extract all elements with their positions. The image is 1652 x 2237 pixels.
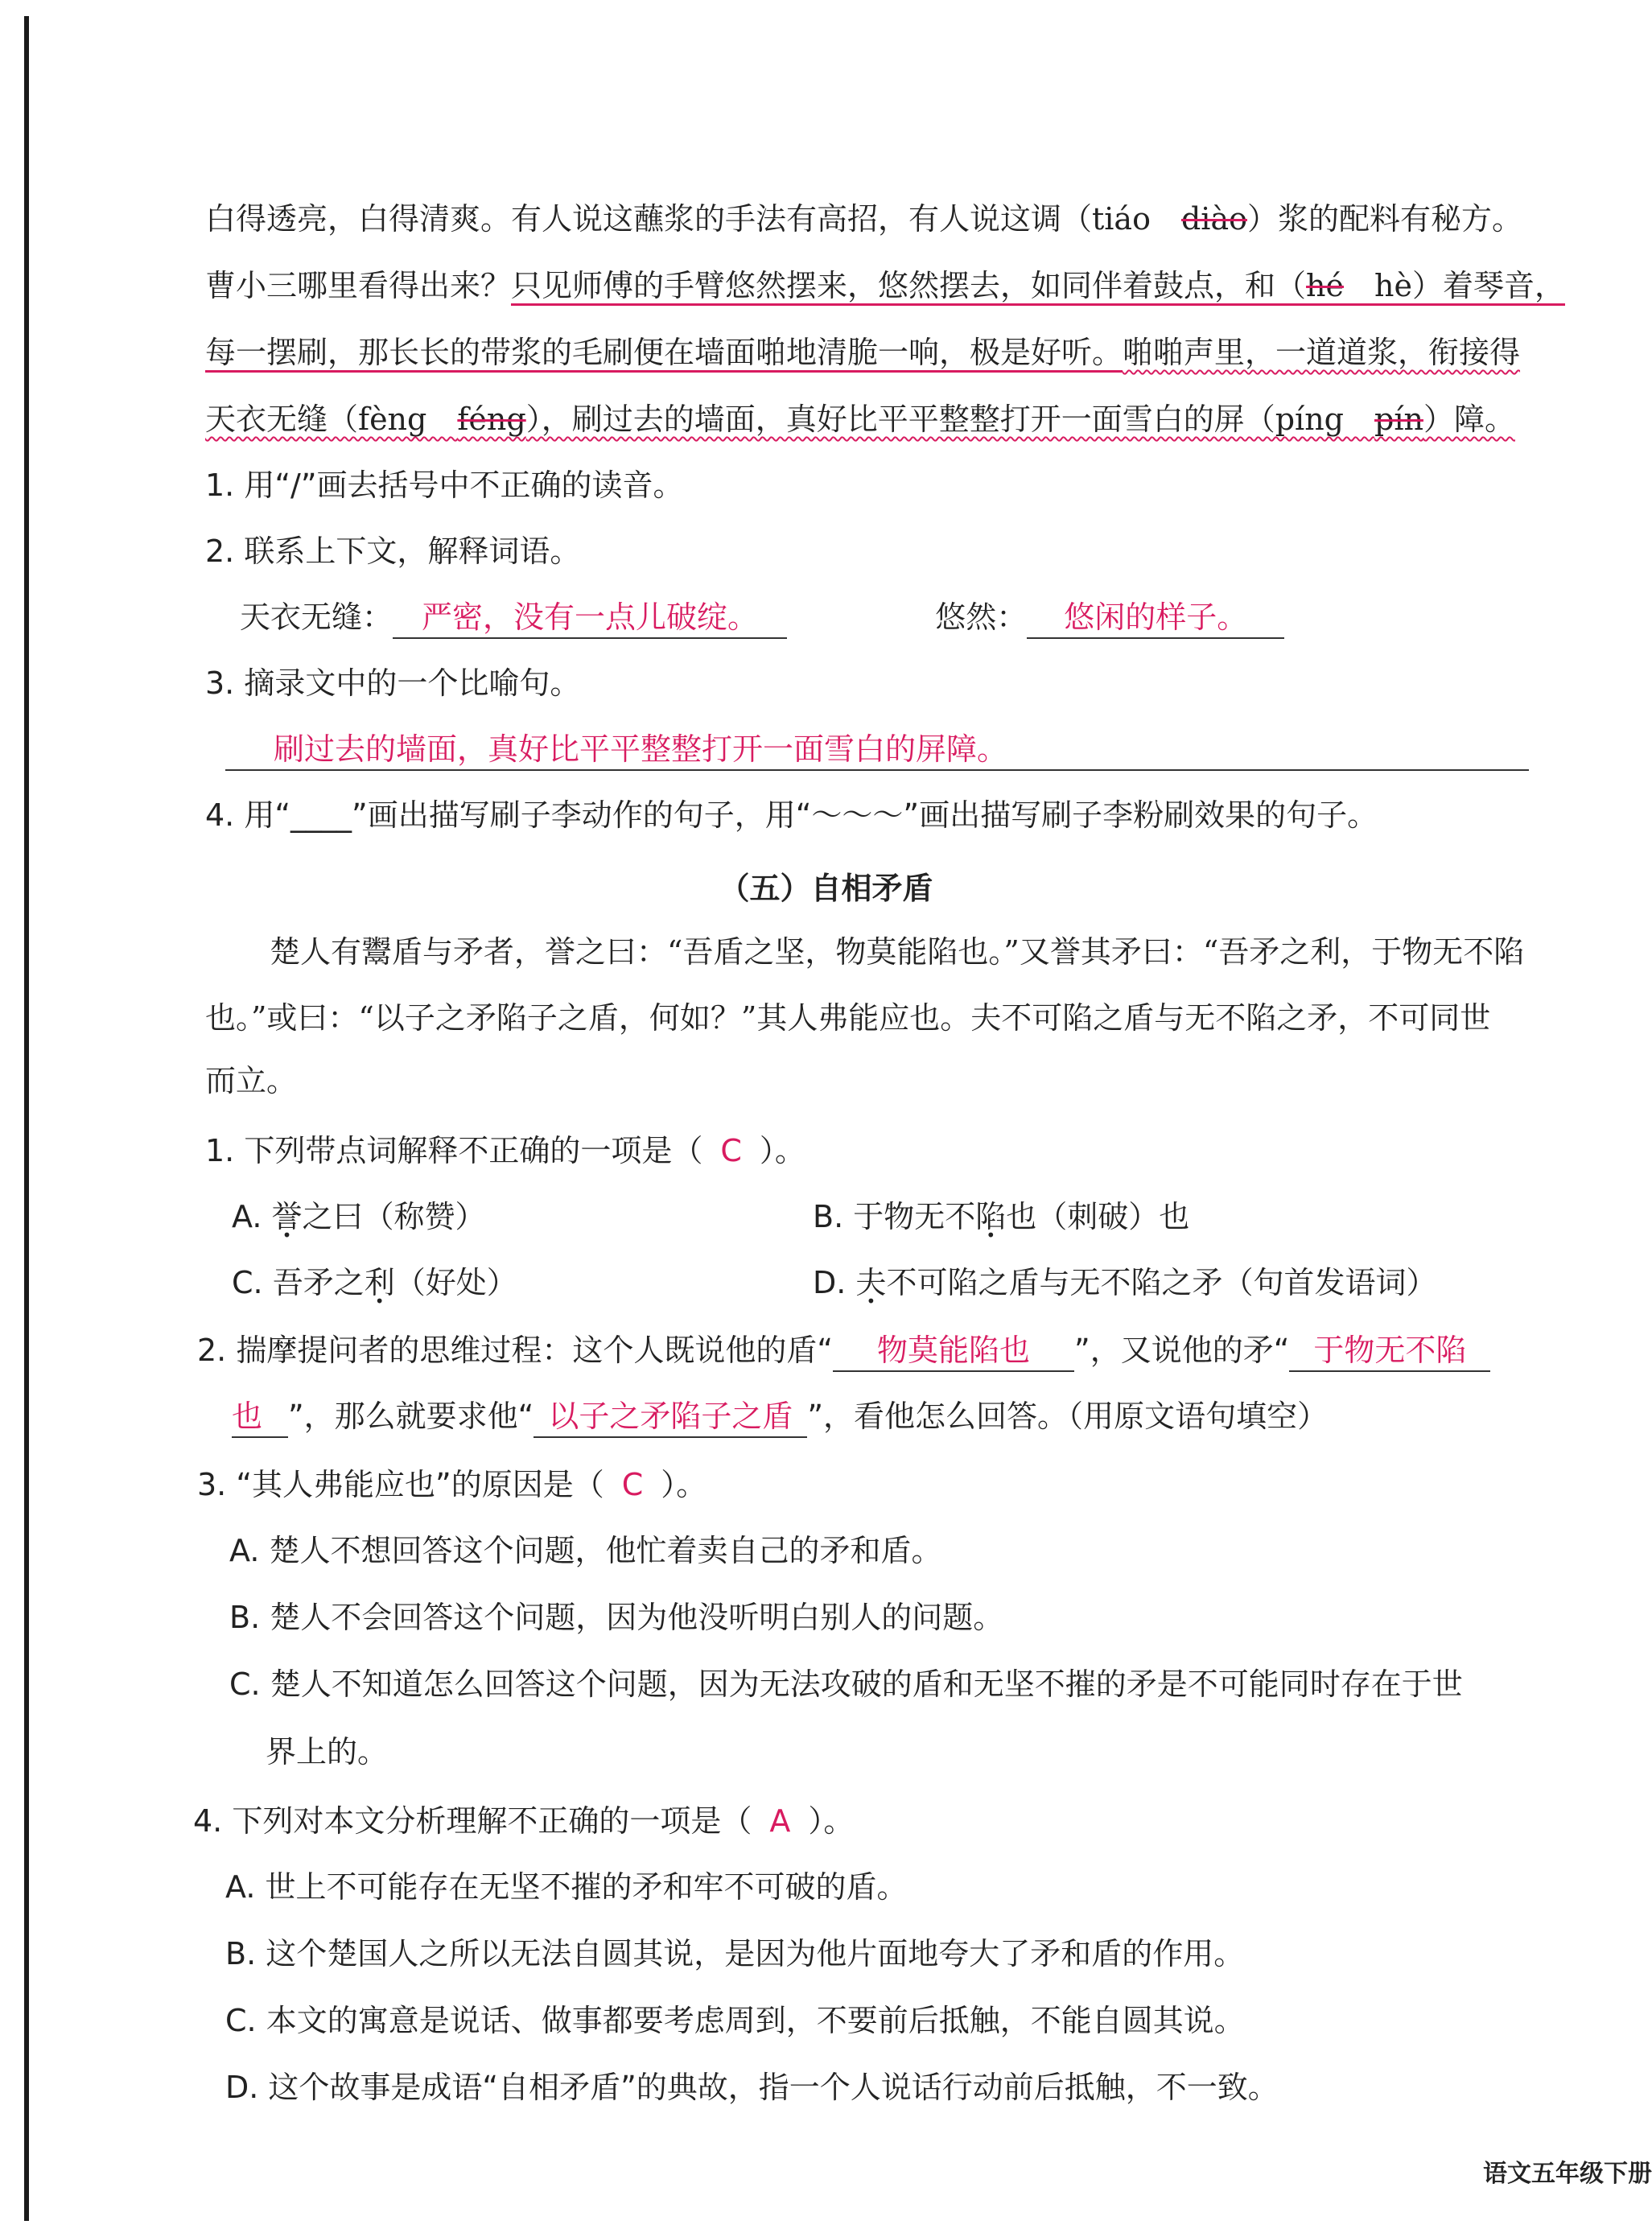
passage-text: 曹小三哪里看得出来？ [205, 268, 512, 303]
passage-text: ），刷过去的墙面，真好比平平整整打开一面雪白的屏（píng [525, 402, 1374, 437]
answer-blank[interactable]: 刷过去的墙面，真好比平平整整打开一面雪白的屏障。 [225, 729, 1529, 771]
answer-blank[interactable]: 严密，没有一点儿破绽。 [393, 597, 787, 639]
option-text: 不可陷之盾与无不陷之矛（句首发语词） [886, 1265, 1437, 1300]
passage-line-2 [205, 266, 1565, 306]
struck-pinyin: féng [457, 402, 526, 437]
question-4: 4. 用“____”画出描写刷子李动作的句子，用“～～～”画出描写刷子李粉刷效果的句子。 [205, 797, 1378, 833]
question-text: ”，看他怎么回答。（用原文语句填空） [807, 1399, 1329, 1434]
option-c[interactable] [232, 1263, 517, 1303]
dotted-word: 陷 [975, 1199, 1007, 1234]
question-text: 3. “其人弗能应也”的原因是（ [197, 1467, 604, 1502]
page-binding-edge [24, 16, 29, 2221]
question-text: 4. 下列对本文分析理解不正确的一项是（ [193, 1803, 752, 1839]
question-text: 1. 下列带点词解释不正确的一项是（ [205, 1133, 703, 1168]
struck-pinyin: pín [1374, 402, 1423, 437]
option-c[interactable]: C. 本文的寓意是说话、做事都要考虑周到，不要前后抵触，不能自圆其说。 [225, 2003, 1245, 2038]
passage-line-4 [205, 399, 1515, 439]
question-text: 2. 揣摩提问者的思维过程：这个人既说他的盾“ [197, 1333, 834, 1368]
q3-answer-line [225, 729, 1529, 771]
page-footer: 语文五年级下册 [1483, 2160, 1652, 2188]
filled-answer[interactable]: A [769, 1803, 791, 1839]
classic-text-line: 而立。 [205, 1063, 298, 1098]
dotted-word: 夫 [855, 1265, 887, 1300]
option-b[interactable]: B. 楚人不会回答这个问题，因为他没听明白别人的问题。 [229, 1600, 1004, 1635]
section-title: （五）自相矛盾 [719, 871, 933, 906]
effect-sentence-wavy: 啪啪声里，一道道浆，衔接得 [1123, 335, 1521, 370]
term-label: 天衣无缝： [240, 599, 393, 635]
action-sentence-underline: 每一摆刷，那长长的带浆的毛刷便在墙面啪地清脆一响，极是好听。 [205, 335, 1123, 373]
option-label: D. [813, 1265, 856, 1300]
option-label: C. 吾矛之 [232, 1265, 365, 1300]
option-a[interactable]: A. 世上不可能存在无坚不摧的矛和牢不可破的盾。 [225, 1869, 908, 1905]
passage-text: 只见师傅的手臂悠然摆来，悠然摆去，如同伴着鼓点，和（ [511, 268, 1307, 303]
passage-text: ）障。 [1423, 402, 1515, 437]
classic-text-line: 也。”或曰：“以子之矛陷子之盾，何如？”其人弗能应也。夫不可陷之盾与无不陷之矛，不可同世 [205, 1000, 1491, 1036]
option-d[interactable] [813, 1263, 1436, 1303]
answer-blank[interactable]: 物莫能陷也 [833, 1330, 1074, 1372]
option-b[interactable]: B. 这个楚国人之所以无法自圆其说，是因为他片面地夸大了矛和盾的作用。 [225, 1936, 1245, 1971]
option-d[interactable]: D. 这个故事是成语“自相矛盾”的典故，指一个人说话行动前后抵触，不一致。 [225, 2070, 1279, 2105]
question-text: ）。 [661, 1467, 707, 1502]
option-text: 之曰（称赞） [302, 1199, 486, 1234]
option-a[interactable] [232, 1197, 486, 1237]
question-text: ）。 [759, 1133, 805, 1168]
filled-answer[interactable]: C [621, 1467, 644, 1502]
struck-pinyin: hé [1306, 268, 1344, 303]
term-label: 悠然： [935, 599, 1028, 635]
question-2: 2. 联系上下文，解释词语。 [205, 534, 581, 569]
question-text: ”，那么就要求他“ [288, 1399, 534, 1434]
answer-blank[interactable]: 于物无不陷 [1289, 1330, 1490, 1372]
effect-sentence-wavy [205, 402, 1515, 437]
passage-line-1 [205, 199, 1522, 239]
passage-text: 天衣无缝（fèng [205, 402, 458, 437]
answer-blank[interactable]: 以子之矛陷子之盾 [534, 1396, 807, 1438]
question-3: 3. 摘录文中的一个比喻句。 [205, 665, 581, 701]
option-b[interactable] [813, 1197, 1189, 1237]
passage-line-3 [205, 332, 1520, 373]
dotted-word: 利 [364, 1265, 395, 1300]
dotted-word: 誉 [271, 1199, 303, 1234]
q2-3 [197, 1465, 707, 1505]
action-sentence-underline [511, 268, 1565, 306]
question-text: ”，又说他的矛“ [1074, 1333, 1290, 1368]
option-text: 也（刺破）也 [1006, 1199, 1190, 1234]
option-c-continued: 界上的。 [266, 1734, 389, 1769]
struck-pinyin: diào [1180, 201, 1247, 237]
passage-text: hè）着琴音， [1344, 268, 1565, 303]
q2-2-line-2 [232, 1396, 1328, 1438]
q2-2-line-1 [197, 1330, 1490, 1372]
filled-answer[interactable]: C [720, 1133, 742, 1168]
option-a[interactable]: A. 楚人不想回答这个问题，他忙着卖自己的矛和盾。 [229, 1533, 942, 1568]
option-c[interactable]: C. 楚人不知道怎么回答这个问题，因为无法攻破的盾和无坚不摧的矛是不可能同时存在于世 [229, 1666, 1463, 1702]
q2-answers [240, 597, 1284, 639]
passage-text: 白得透亮，白得清爽。有人说这蘸浆的手法有高招，有人说这调（tiáo [205, 201, 1181, 237]
classic-text-line: 楚人有鬻盾与矛者，誉之曰：“吾盾之坚，物莫能陷也。”又誉其矛曰：“吾矛之利，于物无不陷 [270, 934, 1525, 970]
question-1: 1. 用“/”画去括号中不正确的读音。 [205, 468, 684, 503]
q2-4 [193, 1801, 854, 1841]
question-text: ）。 [808, 1803, 855, 1839]
option-text: （好处） [394, 1265, 517, 1300]
q2-1 [205, 1131, 805, 1171]
answer-blank[interactable]: 也 [232, 1396, 288, 1438]
option-label: A. [232, 1199, 272, 1234]
option-label: B. 于物无不 [813, 1199, 976, 1234]
answer-blank[interactable]: 悠闲的样子。 [1027, 597, 1284, 639]
passage-text: ）浆的配料有秘方。 [1246, 201, 1522, 237]
